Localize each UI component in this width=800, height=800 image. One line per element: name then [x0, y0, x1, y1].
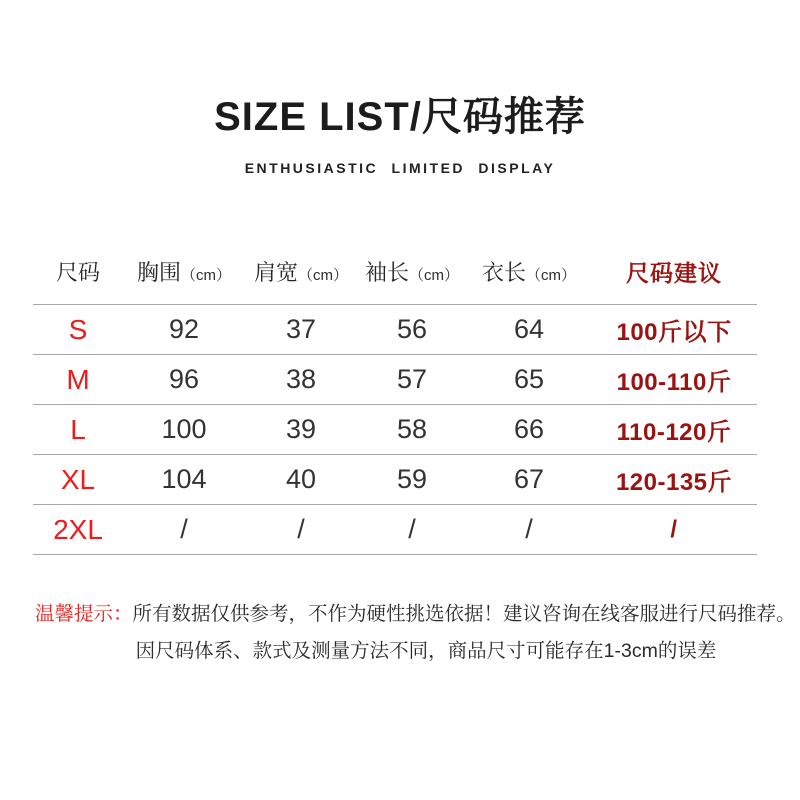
header-unit: （cm） [526, 267, 576, 284]
page-subtitle: ENTHUSIASTIC LIMITED DISPLAY [244, 160, 556, 176]
cell-bust: 100 [161, 414, 207, 444]
cell-size-label: XL [60, 463, 96, 495]
cell-suggestion: / [670, 515, 678, 543]
cell-shoulder: 39 [285, 414, 317, 444]
header-cell-shoulder [245, 256, 357, 287]
cell-suggestion: 120-135斤 [615, 469, 733, 496]
header-label: 肩宽 [253, 260, 298, 285]
note-label: 温馨提示： [35, 603, 133, 625]
cell-bust: 96 [168, 364, 200, 394]
header-label: 衣长 [481, 260, 526, 285]
cell-suggestion: 110-120斤 [616, 419, 732, 446]
cell-length: / [525, 514, 533, 544]
note-text-2: 因尺码体系、款式及测量方法不同，商品尺寸可能存在1-3cm的误差 [135, 640, 717, 662]
size-table [33, 239, 757, 555]
cell-sleeve: 58 [396, 414, 428, 444]
table-header-row [33, 239, 757, 305]
header-unit: （cm） [409, 267, 459, 284]
warm-tips-note [0, 595, 800, 669]
cell-length: 64 [513, 314, 545, 344]
cell-shoulder: 38 [285, 364, 317, 394]
note-text-1: 所有数据仅供参考，不作为硬性挑选依据！建议咨询在线客服进行尺码推荐。 [132, 603, 796, 625]
cell-shoulder: 37 [285, 314, 317, 344]
cell-shoulder: 40 [285, 464, 317, 494]
header-cell-size [33, 256, 123, 287]
cell-size-label: 2XL [53, 513, 103, 545]
cell-length: 65 [513, 364, 545, 394]
cell-bust: 92 [168, 314, 200, 344]
cell-size-label: L [70, 413, 86, 445]
cell-length: 67 [513, 464, 545, 494]
cell-size-label: M [66, 363, 90, 395]
header-label: 袖长 [364, 260, 409, 285]
cell-size-label: S [68, 313, 88, 345]
header-cell-bust [123, 256, 245, 287]
header-cell-sleeve [357, 256, 467, 287]
header-unit: （cm） [181, 267, 231, 284]
title-block [0, 0, 800, 176]
note-line-1 [0, 595, 800, 633]
cell-suggestion: 100斤以下 [616, 319, 732, 346]
header-cell-suggestion [591, 255, 757, 288]
table-row [33, 405, 757, 455]
table-row [33, 305, 757, 355]
cell-bust: 104 [161, 464, 207, 494]
table-row [33, 505, 757, 555]
header-label: 尺码 [55, 260, 100, 285]
cell-sleeve: 59 [396, 464, 428, 494]
table-row [33, 455, 757, 505]
table-row [33, 355, 757, 405]
header-label: 胸围 [136, 260, 181, 285]
cell-sleeve: 56 [396, 314, 428, 344]
cell-bust: / [180, 514, 188, 544]
cell-sleeve: 57 [396, 364, 428, 394]
header-unit: （cm） [298, 267, 348, 284]
cell-shoulder: / [297, 514, 305, 544]
header-label: 尺码建议 [626, 260, 722, 286]
page-title: SIZE LIST/尺码推荐 [214, 95, 586, 139]
cell-suggestion: 100-110斤 [616, 369, 732, 396]
cell-length: 66 [513, 414, 545, 444]
header-cell-length [467, 256, 591, 287]
cell-sleeve: / [408, 514, 416, 544]
